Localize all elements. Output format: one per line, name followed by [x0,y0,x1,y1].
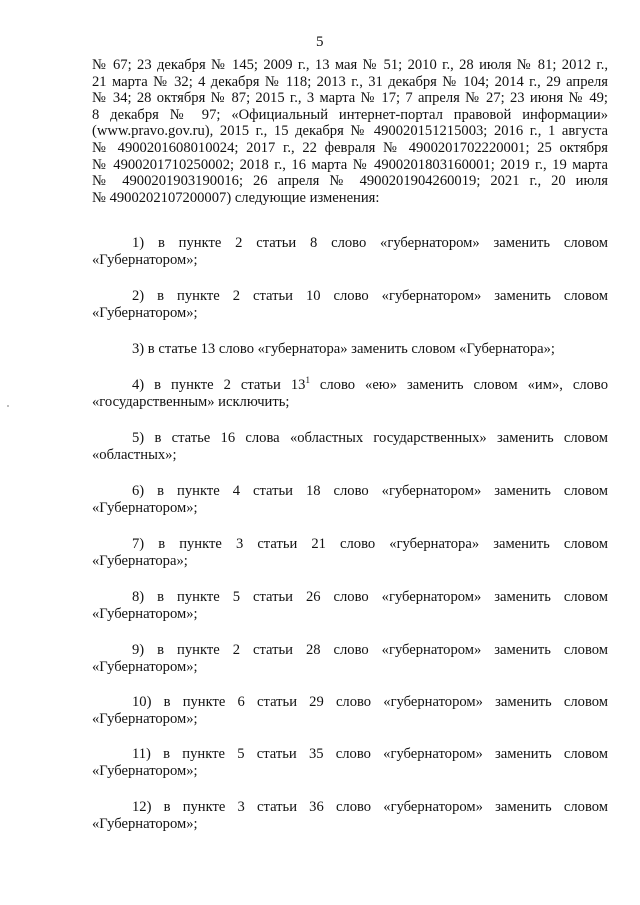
amendment-continuation: «Губернатором»; [92,816,198,832]
page-number: 5 [316,34,324,50]
amendment-continuation: «Губернатором»; [92,500,198,516]
amendment-continuation: «Губернатором»; [92,305,198,321]
scan-speck [7,405,9,407]
amendment-item-2 [92,288,608,322]
amendment-continuation: «областных»; [92,447,177,463]
amendment-text: 3) в статье 13 слово «губернатора» заменить словом «Губернатора»; [132,341,555,357]
amendment-continuation: «Губернатором»; [92,659,198,675]
amendment-text: 2) в пункте 2 статьи 10 слово «губернатором» заменить словом [132,288,608,304]
amendment-item-4 [92,377,608,411]
amendment-text-part: 4) в пункте 2 статьи 13 [132,377,306,393]
amendment-text: 11) в пункте 5 статьи 35 слово «губернатором» заменить словом [132,746,608,762]
intro-line: № 4900201903190016; 26 апреля № 4900201904260019; 2021 г., 20 июля [92,173,608,190]
amendment-continuation: «Губернатора»; [92,553,188,569]
intro-line: 8 декабря № 97; «Официальный интернет-портал правовой информации» [92,106,608,123]
amendment-item-9 [92,642,608,676]
amendment-text: 9) в пункте 2 статьи 28 слово «губернатором» заменить словом [132,642,608,658]
amendment-item-11 [92,746,608,780]
amendment-text-part: слово «ею» заменить словом «им», слово [309,377,609,393]
amendment-item-8 [92,589,608,623]
amendment-continuation: «Губернатором»; [92,606,198,622]
amendment-text: 12) в пункте 3 статьи 36 слово «губернатором» заменить словом [132,799,608,815]
intro-line: № 34; 28 октября № 87; 2015 г., 3 марта № 17; 7 апреля № 27; 23 июня № 49; [92,90,608,107]
amendment-text: 8) в пункте 5 статьи 26 слово «губернатором» заменить словом [132,589,608,605]
intro-paragraph [92,57,608,206]
intro-line: № 4900201710250002; 2018 г., 16 марта № 4900201803160001; 2019 г., 19 марта [92,156,608,173]
amendment-text [92,377,608,394]
amendment-continuation: «Губернатором»; [92,252,198,268]
amendment-continuation: «Губернатором»; [92,763,198,779]
amendment-item-3 [92,341,608,358]
intro-line: (www.pravo.gov.ru), 2015 г., 15 декабря № 490020151215003; 2016 г., 1 августа [92,123,608,140]
amendment-text: 6) в пункте 4 статьи 18 слово «губернатором» заменить словом [132,483,608,499]
superscript-index: 1 [305,375,310,386]
amendment-continuation: «государственным» исключить; [92,394,290,410]
intro-line: № 4900202107200007) следующие изменения: [92,189,380,206]
intro-line: № 67; 23 декабря № 145; 2009 г., 13 мая № 51; 2010 г., 28 июля № 81; 2012 г., [92,57,608,73]
amendment-text: 10) в пункте 6 статьи 29 слово «губернатором» заменить словом [132,694,608,710]
amendment-item-10 [92,694,608,728]
amendment-continuation: «Губернатором»; [92,711,198,727]
intro-line: 21 марта № 32; 4 декабря № 118; 2013 г., 31 декабря № 104; 2014 г., 29 апреля [92,73,608,90]
amendment-item-12 [92,799,608,833]
amendment-text: 1) в пункте 2 статьи 8 слово «губернатором» заменить словом [132,235,608,251]
amendment-item-1 [92,235,608,269]
amendment-text: 5) в статье 16 слова «областных государственных» заменить словом [132,430,608,446]
amendment-item-5 [92,430,608,464]
amendment-item-7 [92,536,608,570]
amendment-item-6 [92,483,608,517]
intro-line: № 4900201608010024; 2017 г., 22 февраля № 4900201702220001; 25 октября [92,139,608,156]
amendment-text: 7) в пункте 3 статьи 21 слово «губернатора» заменить словом [132,536,608,552]
